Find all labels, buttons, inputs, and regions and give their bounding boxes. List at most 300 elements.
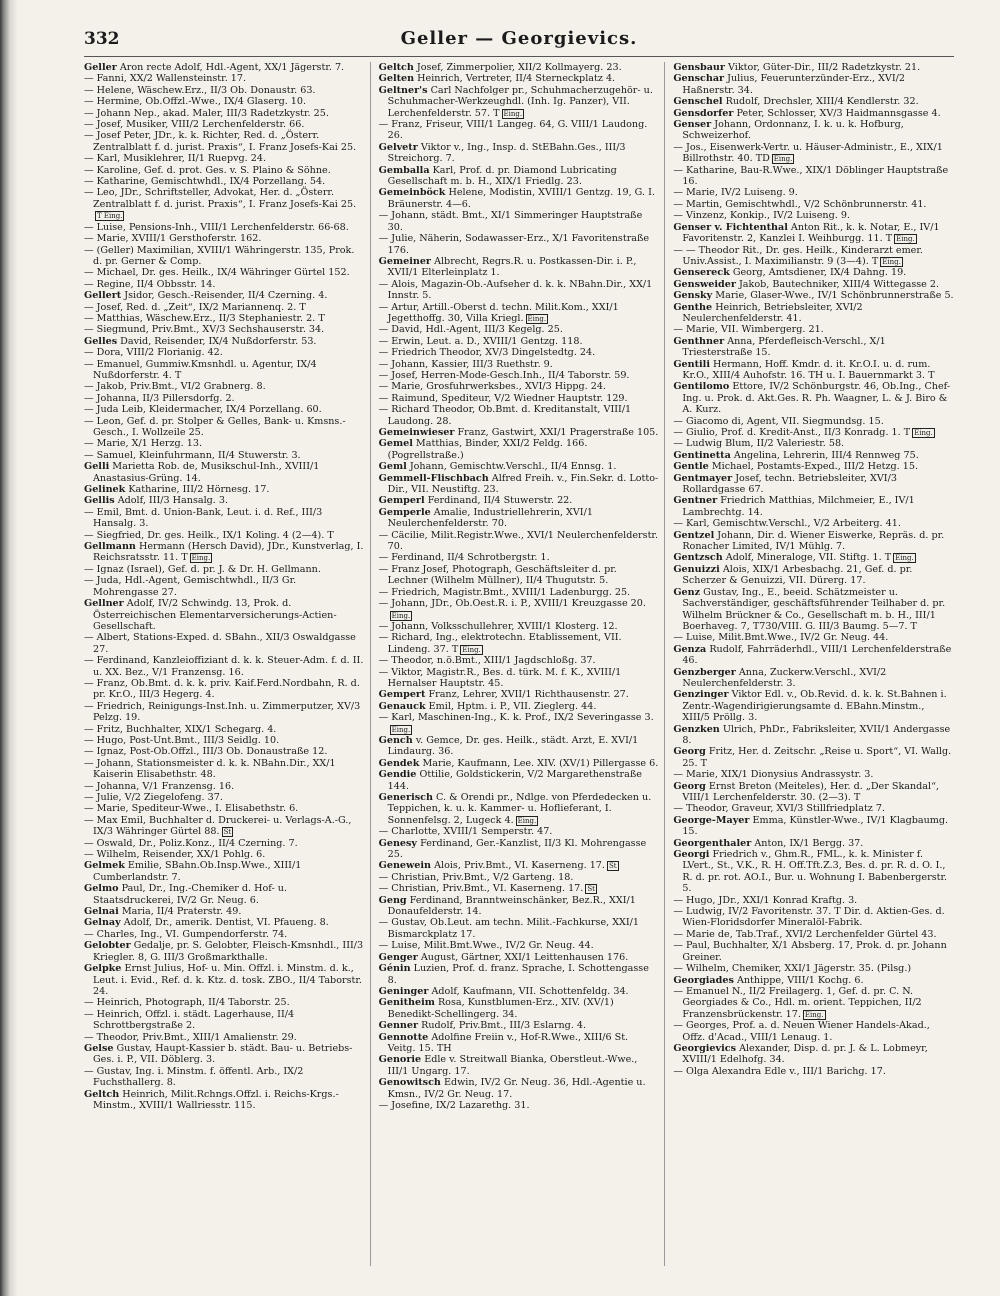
directory-entry xyxy=(379,838,659,861)
entry-details: Heinrich, Vertreter, II/4 Sterneckplatz 4. xyxy=(417,73,616,85)
entry-marker-badge: Eing. xyxy=(882,257,901,266)
directory-entry xyxy=(673,142,954,165)
entry-marker-badge: Eing. xyxy=(804,1010,824,1019)
directory-entry xyxy=(379,587,659,598)
directory-entry xyxy=(84,655,364,678)
entry-details: — Luise, Milit.Bmt.Wwe., IV/2 Gr. Neug. 44. xyxy=(673,632,889,644)
entry-details: Alois, XIX/1 Arbesbachg. 21, Gef. d. pr. Scherzer & Genuizzi, VII. Dürerg. 17. xyxy=(682,563,913,587)
entry-details: Johann, Ordonnanz, I. k. u. k. Hofburg, Schweizerhof. xyxy=(682,119,904,142)
directory-entry xyxy=(673,381,954,415)
entry-details: Friedrich v., Ghm.R., FML., k. k. Minister f. LVert., St., V.K., R. H. Off.Tft.Z.3, Bes. d. pr. R. d. O. I., R. d. pr. rot. AO.I., Bur. u. Wohnung I. Babenbergerstr. 5. xyxy=(682,849,948,895)
directory-entry xyxy=(84,393,364,404)
directory-entry xyxy=(84,359,364,382)
directory-entry xyxy=(673,644,954,667)
directory-entry xyxy=(379,85,659,119)
entry-details: Gedalje, pr. S. Gelobter, Fleisch-Kmsnhdl., III/3 Kriegler. 8, G. III/3 Großmarkthalle. xyxy=(93,940,364,963)
entry-surname: Gellis xyxy=(84,495,115,507)
directory-entry xyxy=(84,997,364,1008)
entry-details: — Heinrich, Photograph, II/4 Taborstr. 25. xyxy=(84,997,290,1009)
directory-entry xyxy=(379,495,659,506)
directory-entry xyxy=(379,507,659,530)
directory-entry xyxy=(84,860,364,883)
directory-entry xyxy=(673,302,954,325)
entry-surname: Gelnai xyxy=(84,906,119,918)
entry-surname: Gemperle xyxy=(378,506,431,518)
directory-entry xyxy=(84,701,364,724)
entry-surname: Gelse xyxy=(84,1042,114,1054)
entry-details: — Johanna, V/1 Franzensg. 16. xyxy=(84,780,235,792)
directory-entry xyxy=(84,267,364,278)
directory-entry xyxy=(673,689,954,723)
directory-entry xyxy=(84,73,364,84)
entry-surname: Georgievics xyxy=(673,1042,736,1054)
entry-details: — Artur, Artill.-Oberst d. techn. Milit.Kom., XXI/1 Jegetthoffg. 30, Villa Kriegl. xyxy=(378,301,619,324)
entry-surname: Gensereck xyxy=(673,267,730,279)
directory-entry xyxy=(379,62,659,73)
directory-entry xyxy=(84,815,364,838)
entry-details: — Siegmund, Priv.Bmt., XV/3 Sechshauserstr. 34. xyxy=(84,324,325,336)
directory-entry xyxy=(673,108,954,119)
entry-details: — Karoline, Gef. d. prot. Ges. v. S. Plaino & Söhne. xyxy=(84,164,331,176)
directory-entry xyxy=(379,233,659,256)
entry-details: Edle v. Streitwall Bianka, Oberstleut.-Wwe., III/1 Ungarg. 17. xyxy=(387,1054,638,1077)
entry-details: Ettore, IV/2 Schönburgstr. 46, Ob.Ing., Chef-Ing. u. Prok. d. Akt.Ges. R. Ph. Waagner, L. & J. Biro & A. Kurz. xyxy=(682,381,951,416)
entry-details: — Jos., Eisenwerk-Vertr. u. Häuser-Administr., E., XIX/1 Billrothstr. 40. TD xyxy=(673,141,943,165)
directory-entry xyxy=(673,62,954,73)
directory-entry xyxy=(673,119,954,142)
entry-details: — Josef, Herren-Mode-Gesch.Inh., II/4 Taborstr. 59. xyxy=(378,369,630,381)
directory-entry xyxy=(379,279,659,302)
entry-surname: Gelmek xyxy=(84,860,125,872)
directory-entry xyxy=(84,279,364,290)
directory-entry xyxy=(379,119,659,142)
entry-details: Johann, Dir. d. Wiener Eiswerke, Repräs. d. pr. Ronacher Limited, IV/1 Mühlg. 7. xyxy=(682,529,945,553)
entry-details: Jsidor, Gesch.-Reisender, II/4 Czerning. 4. xyxy=(124,290,328,302)
directory-entry xyxy=(84,153,364,164)
header-rule xyxy=(84,56,954,57)
directory-entry xyxy=(379,940,659,951)
entry-details: Josef, Zimmerpolier, XII/2 Kollmayerg. 23. xyxy=(416,62,622,73)
entry-marker-badge: Eing. xyxy=(391,725,411,734)
directory-entry xyxy=(379,632,659,655)
entry-details: — Luise, Pensions-Inh., VIII/1 Lerchenfelderstr. 66-68. xyxy=(84,221,349,233)
entry-marker-badge: St xyxy=(223,828,232,837)
entry-details: Aron recte Adolf, Hdl.-Agent, XX/1 Jägerstr. 7. xyxy=(119,62,345,73)
directory-entry xyxy=(379,359,659,370)
directory-entry xyxy=(673,530,954,553)
entry-surname: Gempert xyxy=(378,689,426,701)
entry-surname: Genser xyxy=(673,119,712,131)
directory-entry xyxy=(84,416,364,439)
directory-entry xyxy=(84,849,364,860)
directory-entry xyxy=(379,769,659,792)
entry-details: — Theodor, n.ö.Bmt., XIII/1 Jagdschloßg. 37. xyxy=(378,655,596,667)
entry-surname: Gennotte xyxy=(378,1031,429,1043)
entry-surname: Gentner xyxy=(673,495,718,507)
directory-entry xyxy=(84,119,364,130)
entry-surname: Genza xyxy=(673,643,707,655)
directory-entry xyxy=(673,245,954,268)
directory-entry xyxy=(673,222,954,245)
directory-entry xyxy=(673,724,954,747)
entry-details: Albrecht, Regrs.R. u. Postkassen-Dir. i. P., XVII/1 Elterleinplatz 1. xyxy=(387,255,637,279)
entry-details: Emilie, SBahn.Ob.Insp.Wwe., XIII/1 Cumberlandstr. 7. xyxy=(93,860,302,883)
entry-marker-badge: Eing. xyxy=(527,314,547,323)
directory-entry xyxy=(379,1077,659,1100)
entry-details: — Theodor, Graveur, XVI/3 Stillfriedplatz 7. xyxy=(673,803,886,815)
entry-details: — Wilhelm, Reisender, XX/1 Pohlg. 6. xyxy=(84,849,266,861)
entry-surname: Gemeinböck xyxy=(378,187,446,199)
running-head: Geller — Georgievics. xyxy=(400,28,638,49)
directory-entry xyxy=(673,199,954,210)
entry-details: Ottilie, Goldstickerin, V/2 Margarethenstraße 144. xyxy=(387,769,642,792)
entry-details: — Cäcilie, Milit.Registr.Wwe., XVI/1 Neulerchenfelderstr. 70. xyxy=(378,529,659,553)
entry-surname: Georgi xyxy=(673,849,710,861)
entry-surname: Gentle xyxy=(673,461,709,473)
entry-surname: Geltch xyxy=(378,62,414,73)
directory-entry xyxy=(379,165,659,188)
entry-surname: Gemmell-Flischbach xyxy=(378,472,489,484)
entry-details: — Johann, Stationsmeister d. k. k. NBahn.Dir., XX/1 Kaiserin Elisabethstr. 48. xyxy=(84,757,336,781)
entry-details: Franz, Lehrer, XVII/1 Richthausenstr. 27. xyxy=(428,689,629,701)
directory-entry xyxy=(379,667,659,690)
entry-details: — Ferdinand, Kanzleioffiziant d. k. k. Steuer-Adm. f. d. II. u. XX. Bez., V/1 Franzensg. 16. xyxy=(84,655,364,678)
directory-entry xyxy=(84,963,364,997)
entry-details: — Giulio, Prof. d. Kredit-Anst., II/3 Konradg. 1. T xyxy=(673,427,911,438)
directory-entry xyxy=(379,689,659,700)
directory-entry xyxy=(379,438,659,461)
entry-details: — David, Hdl.-Agent, III/3 Kegelg. 25. xyxy=(378,324,563,336)
directory-entry xyxy=(84,541,364,564)
entry-surname: Genser v. Fichtenthal xyxy=(673,221,788,233)
directory-entry xyxy=(379,187,659,210)
entry-details: Marie, Glaser-Wwe., IV/1 Schönbrunnerstraße 5. xyxy=(715,290,954,302)
directory-entry xyxy=(84,62,364,73)
entry-surname: Gelmo xyxy=(84,883,119,895)
entry-details: — Fritz, Buchhalter, XIX/1 Schegarg. 4. xyxy=(84,723,277,735)
entry-details: — Franz, Ob.Bmt. d. k. k. priv. Kaif.Ferd.Nordbahn, R. d. pr. Kr.O., III/3 Hegerg. 4. xyxy=(84,677,360,701)
entry-surname: Gelli xyxy=(84,461,110,473)
entry-details: — Josef, Red. d. „Zeit“, IX/2 Mariannenq. 2. T xyxy=(84,301,306,313)
directory-entry xyxy=(673,187,954,198)
directory-entry xyxy=(673,96,954,107)
entry-surname: Gemel xyxy=(378,438,413,450)
entry-details: — Martin, Gemischtwhdl., V/2 Schönbrunnerstr. 41. xyxy=(673,198,927,210)
directory-entry xyxy=(379,1032,659,1055)
directory-entry xyxy=(673,895,954,906)
directory-entry xyxy=(379,473,659,496)
entry-details: — Marie, X/1 Herzg. 13. xyxy=(84,438,203,450)
entry-details: Ferdinand, II/4 Stuwerstr. 22. xyxy=(427,495,573,507)
directory-entry xyxy=(379,530,659,553)
entry-details: Anna, Zuckerw.Verschl., XVI/2 Neulerchenfelderstr. 3. xyxy=(682,666,887,689)
directory-entry xyxy=(84,678,364,701)
directory-entry xyxy=(84,507,364,530)
entry-details: Adolf, Dr., amerik. Dentist, VI. Pfaueng. 8. xyxy=(123,917,329,929)
entry-details: — Raimund, Spediteur, V/2 Wiedner Hauptstr. 129. xyxy=(378,392,628,404)
entry-marker-badge: Eing. xyxy=(914,429,933,437)
directory-entry xyxy=(84,803,364,814)
entry-details: — Josef, Musiker, VIII/2 Lerchenfelderstr. 66. xyxy=(84,119,305,131)
directory-entry xyxy=(379,393,659,404)
entry-details: — (Geller) Maximilian, XVIII/1 Währingerstr. 135, Prok. d. pr. Gerner & Comp. xyxy=(84,244,355,267)
entry-details: Adolfine Freiin v., Hof-R.Wwe., XIII/6 St. Veitg. 15. TH xyxy=(387,1031,629,1054)
entry-details: — Hugo, JDr., XXI/1 Konrad Kraftg. 3. xyxy=(673,894,858,906)
entry-details: — Vinzenz, Konkip., IV/2 Luiseng. 9. xyxy=(673,210,850,222)
entry-surname: Gentilomo xyxy=(673,381,730,393)
directory-entry xyxy=(84,883,364,906)
directory-entry xyxy=(84,575,364,598)
entry-surname: Gelten xyxy=(378,73,415,85)
entry-details: — Olga Alexandra Edle v., III/1 Barichg. 17. xyxy=(673,1065,886,1077)
entry-surname: Gelpke xyxy=(84,963,122,975)
entry-surname: Gelobter xyxy=(84,940,131,952)
entry-details: — Leo, JDr., Schriftsteller, Advokat, Her. d. „Österr. Zentralblatt f. d. jurist. Praxis“, I. Franz Josefs-Kai 25. xyxy=(84,187,357,210)
entry-details: Edwin, IV/2 Gr. Neug. 36, Hdl.-Agentie u. Kmsn., IV/2 Gr. Neug. 17. xyxy=(387,1077,646,1100)
entry-details: Fritz, Her. d. Zeitschr. „Reise u. Sport“, VI. Wallg. 25. T xyxy=(682,746,952,769)
entry-details: Emma, Künstler-Wwe., IV/1 Klagbaumg. 15. xyxy=(682,814,949,838)
directory-entry xyxy=(379,404,659,427)
directory-entry xyxy=(379,826,659,837)
entry-details: — Matthias, Wäschew.Erz., II/3 Stephaniestr. 2. T xyxy=(84,312,325,324)
entry-details: David, Reisender, IX/4 Nußdorferstr. 53. xyxy=(120,335,317,347)
entry-marker-badge: St xyxy=(587,885,595,894)
entry-details: — Gustav, Ob.Leut. am techn. Milit.-Fachkurse, XXI/1 Bismarckplatz 17. xyxy=(378,917,640,940)
directory-entry xyxy=(673,267,954,278)
entry-surname: Genitheim xyxy=(378,997,435,1009)
entry-marker-badge: Eing. xyxy=(895,554,914,563)
entry-details: — Regine, II/4 Obbsstr. 14. xyxy=(84,278,216,290)
directory-entry xyxy=(673,963,954,974)
directory-entry xyxy=(84,108,364,119)
directory-entry xyxy=(673,473,954,496)
entry-marker-badge: St xyxy=(608,862,617,871)
entry-surname: Genesy xyxy=(378,837,418,849)
directory-entry xyxy=(673,769,954,780)
entry-details: — Samuel, Kleinfuhrmann, II/4 Stuwerstr. 3. xyxy=(84,449,301,461)
entry-details: Alois, Priv.Bmt., VI. Kaserneng. 17. xyxy=(434,860,605,872)
entry-details: — Jakob, Priv.Bmt., VI/2 Grabnerg. 8. xyxy=(84,381,266,393)
directory-entry xyxy=(84,404,364,415)
directory-entry xyxy=(379,1054,659,1077)
entry-surname: Gelnay xyxy=(84,917,121,929)
directory-entry xyxy=(673,781,954,804)
entry-details: Peter, Schlosser, XV/3 Haidmannsgasse 4. xyxy=(736,107,941,119)
entry-details: Julius, Feuerunterzünder-Erz., XVI/2 Haßnerstr. 34. xyxy=(682,73,905,96)
entry-details: — Katharine, Gemischtwhdl., IX/4 Porzellang. 54. xyxy=(84,176,326,188)
directory-entry xyxy=(84,781,364,792)
entry-marker-badge: Eing. xyxy=(191,554,211,563)
directory-entry xyxy=(84,1066,364,1089)
directory-entry xyxy=(673,336,954,359)
entry-surname: Gentinetta xyxy=(673,449,731,461)
directory-entry xyxy=(379,997,659,1020)
entry-details: — Marie, IV/2 Luiseng. 9. xyxy=(673,187,798,199)
directory-entry xyxy=(84,495,364,506)
directory-entry xyxy=(673,906,954,929)
column-right xyxy=(673,62,960,1266)
entry-details: — Marie, XVIII/1 Gersthoferstr. 162. xyxy=(84,233,262,245)
entry-details: Josef, techn. Betriebsleiter, XVI/3 Rollardgasse 67. xyxy=(682,472,897,496)
directory-entry xyxy=(673,849,954,895)
entry-details: — Viktor, Magistr.R., Bes. d. türk. M. f. K., XVIII/1 Hernalser Hauptstr. 45. xyxy=(378,666,622,689)
entry-marker-badge: T Eing. xyxy=(97,212,123,221)
directory-entry xyxy=(379,381,659,392)
directory-entry xyxy=(673,518,954,529)
entry-details: Ferdinand, Ger.-Kanzlist, II/3 Kl. Mohrengasse 25. xyxy=(387,837,647,861)
directory-entry xyxy=(379,347,659,358)
entry-marker-badge: Eing. xyxy=(462,645,481,654)
directory-entry xyxy=(673,940,954,963)
entry-details: Viktor, Güter-Dir., III/2 Radetzkystr. 21. xyxy=(728,62,921,73)
entry-surname: Gensky xyxy=(673,290,713,302)
entry-details: — Charlotte, XVIII/1 Semperstr. 47. xyxy=(378,826,553,838)
entry-details: — Juda, Hdl.-Agent, Gemischtwhdl., II/3 Gr. Mohrengasse 27. xyxy=(84,575,297,598)
directory-entry xyxy=(379,302,659,325)
entry-details: Alfred Freih. v., Fin.Sekr. d. Lotto-Dir., VII. Neustiftg. 23. xyxy=(387,472,659,496)
entry-marker-badge: Eing. xyxy=(773,155,793,164)
directory-entry xyxy=(673,632,954,643)
entry-details: — Hugo, Post-Unt.Bmt., III/3 Seidlg. 10. xyxy=(84,734,280,746)
directory-entry xyxy=(673,929,954,940)
entry-details: — Michael, Dr. ges. Heilk., IX/4 Währinger Gürtel 152. xyxy=(84,267,350,279)
directory-entry xyxy=(673,986,954,1020)
directory-entry xyxy=(673,667,954,690)
entry-details: Gustav, Haupt-Kassier b. städt. Bau- u. Betriebs-Ges. i. P., VII. Döblerg. 3. xyxy=(93,1042,353,1066)
entry-details: — Heinrich, Offzl. i. städt. Lagerhause, II/4 Schrottbergstraße 2. xyxy=(84,1008,295,1032)
entry-details: Franz, Gastwirt, XXI/1 Pragerstraße 105. xyxy=(457,427,659,438)
entry-details: — Luise, Milit.Bmt.Wwe., IV/2 Gr. Neug. 44. xyxy=(378,940,594,952)
entry-details: — Helene, Wäschew.Erz., II/3 Ob. Donaustr. 63. xyxy=(84,84,316,96)
entry-details: Michael, Postamts-Exped., III/2 Hetzg. 15. xyxy=(711,461,919,473)
directory-entry xyxy=(673,495,954,518)
entry-details: — Richard, Ing., elektrotechn. Etablissement, VII. Lindeng. 37. T xyxy=(378,632,622,655)
entry-details: — Franz Josef, Photograph, Geschäftsleiter d. pr. Lechner (Wilhelm Müllner), II/4 Thugutstr. 5. xyxy=(378,563,617,587)
directory-entry xyxy=(84,758,364,781)
directory-entry xyxy=(84,176,364,187)
directory-entry xyxy=(379,895,659,918)
entry-surname: Georgenthaler xyxy=(673,837,752,849)
directory-entry xyxy=(673,427,954,438)
entry-details: Marietta Rob. de, Musikschul-Inh., XVIII/1 Anastasius-Grüng. 14. xyxy=(93,461,320,484)
entry-marker-badge: Eing. xyxy=(896,235,915,244)
directory-entry xyxy=(673,838,954,849)
entry-details: Karl, Prof. d. pr. Diamond Lubricating Gesellschaft m. b. H., XIX/1 Friedlg. 23. xyxy=(387,164,617,188)
directory-entry xyxy=(84,484,364,495)
entry-surname: Genauck xyxy=(378,700,426,712)
entry-surname: Gentili xyxy=(673,358,710,370)
entry-surname: Georg xyxy=(673,780,706,792)
entry-details: — Friedrich, Reinigungs-Inst.Inh. u. Zimmerputzer, XV/3 Pelzg. 19. xyxy=(84,700,361,724)
entry-surname: Genthner xyxy=(673,335,725,347)
entry-details: Anton Rit., k. k. Notar, E., IV/1 Favoritenstr. 2, Kanzlei I. Weihburgg. 11. T xyxy=(682,221,940,245)
entry-surname: Gensdorfer xyxy=(673,107,734,119)
directory-entry xyxy=(84,838,364,849)
directory-entry xyxy=(673,165,954,188)
directory-entry xyxy=(84,165,364,176)
directory-entry xyxy=(379,986,659,997)
entry-surname: Gendie xyxy=(378,769,417,781)
entry-details: C. & Orendi pr., Ndlge. von Pferdedecken u. Teppichen, k. u. k. Kammer- u. Hoflieferant, I. Sonnenfelsg. 2, Lugeck 4. xyxy=(387,792,652,826)
directory-entry xyxy=(673,438,954,449)
directory-entry xyxy=(673,803,954,814)
directory-entry xyxy=(84,302,364,313)
entry-details: Amalie, Industriellehrerin, XVI/1 Neulerchenfelderstr. 70. xyxy=(387,506,593,530)
entry-details: — Johann, JDr., Ob.Oest.R. i. P., XVIII/1 Kreuzgasse 20. xyxy=(378,598,646,610)
entry-details: Friedrich Matthias, Milchmeier, E., IV/1 Lambrechtg. 14. xyxy=(682,495,915,518)
entry-details: Viktor v., Ing., Insp. d. StEBahn.Ges., III/3 Streichorg. 7. xyxy=(387,141,626,165)
entry-details: — Karl, Musiklehrer, II/1 Ruepvg. 24. xyxy=(84,153,267,165)
directory-entry xyxy=(84,222,364,233)
entry-surname: Geller xyxy=(84,62,117,73)
directory-entry xyxy=(84,906,364,917)
directory-entry xyxy=(84,1009,364,1032)
entry-details: — Marie de, Tab.Traf., XVI/2 Lerchenfelder Gürtel 43. xyxy=(673,928,937,940)
directory-entry xyxy=(673,210,954,221)
entry-details: — Giacomo di, Agent, VII. Siegmundsg. 15. xyxy=(673,415,884,427)
entry-surname: Genuizzi xyxy=(673,563,720,575)
entry-details: Helene, Modistin, XVIII/1 Gentzg. 19, G. I. Bräunerstr. 4—6. xyxy=(387,187,655,210)
entry-details: — Julie, Näherin, Sodawasser-Erz., X/1 Favoritenstraße 176. xyxy=(378,233,650,256)
entry-details: — Johann Nep., akad. Maler, III/3 Radetzkystr. 25. xyxy=(84,107,329,119)
entry-details: Matthias, Binder, XXI/2 Feldg. 166. (Pogrellstraße.) xyxy=(387,438,588,461)
entry-surname: Gellert xyxy=(84,290,122,302)
column-middle xyxy=(379,62,666,1266)
directory-entry xyxy=(673,564,954,587)
directory-entry xyxy=(673,73,954,96)
directory-entry xyxy=(84,461,364,484)
entry-details: — Christian, Priv.Bmt., V/2 Garteng. 18. xyxy=(378,871,574,883)
entry-surname: Geltch xyxy=(84,1088,120,1100)
entry-details: Carl Nachfolger pr., Schuhmacherzugehör- u. Schuhmacher-Werkzeughdl. (Inh. Ig. Panzer), VII. Lerchenfelderstr. 57. T xyxy=(387,84,653,119)
directory-entry xyxy=(379,963,659,986)
directory-entry xyxy=(84,564,364,575)
entry-details: Adolf, Mineraloge, VII. Stiftg. 1. T xyxy=(725,552,892,564)
entry-details: — Marie, VII. Wimbergerg. 21. xyxy=(673,324,824,336)
entry-details: — Charles, Ing., VI. Gumpendorferstr. 74. xyxy=(84,928,288,940)
entry-details: — Hermine, Ob.Offzl.-Wwe., IX/4 Glaserg. 10. xyxy=(84,96,307,108)
entry-details: Ulrich, PhDr., Fabriksleiter, XVII/1 Andergasse 8. xyxy=(682,723,951,746)
entry-details: — Juda Leib, Kleidermacher, IX/4 Porzellang. 60. xyxy=(84,404,322,416)
entry-details: Marie, Kaufmann, Lee. XIV. (XV/1) Pillergasse 6. xyxy=(422,757,659,769)
directory-entry xyxy=(379,917,659,940)
entry-details: Hermann (Hersch David), JDr., Kunstverlag, I. Reichsratsstr. 11. T xyxy=(93,541,364,564)
directory-entry xyxy=(673,975,954,986)
entry-details: Maria, II/4 Praterstr. 49. xyxy=(121,906,242,918)
entry-details: — Katharine, Bau-R.Wwe., XIX/1 Döblinger Hauptstraße 16. xyxy=(673,164,949,188)
directory-entry xyxy=(379,735,659,758)
directory-entry xyxy=(673,450,954,461)
entry-surname: Gellner xyxy=(84,598,124,610)
entry-marker-badge: Eing. xyxy=(391,611,411,620)
directory-entry xyxy=(379,860,659,871)
directory-entry xyxy=(84,85,364,96)
entry-surname: Gemeinwieser xyxy=(378,427,455,438)
entry-surname: Gench xyxy=(378,734,413,746)
directory-entry xyxy=(84,245,364,268)
entry-marker-badge: Eing. xyxy=(517,816,537,825)
entry-surname: Genschel xyxy=(673,96,723,108)
entry-surname: Geml xyxy=(378,461,407,473)
entry-details: Adolf, III/3 Hansalg. 3. xyxy=(117,495,229,507)
entry-details: Rosa, Kunstblumen-Erz., XIV. (XV/1) Benedikt-Schellingerg. 34. xyxy=(387,997,614,1020)
entry-details: — Dora, VIII/2 Florianig. 42. xyxy=(84,347,223,359)
entry-details: — Johann, Volksschullehrer, XVIII/1 Klosterg. 12. xyxy=(378,620,618,632)
directory-entry xyxy=(84,450,364,461)
entry-surname: Genger xyxy=(378,951,418,963)
entry-details: — Emanuel, Gummiw.Kmsnhdl. u. Agentur, IX/4 Nußdorferstr. 4. T xyxy=(84,358,317,381)
entry-details: — Emanuel N., II/2 Freilagerg. 1, Gef. d. pr. C. N. Georgiades & Co., Hdl. m. orient. Teppichen, II/2 Franzensbrückenstr. 17. xyxy=(673,985,922,1020)
